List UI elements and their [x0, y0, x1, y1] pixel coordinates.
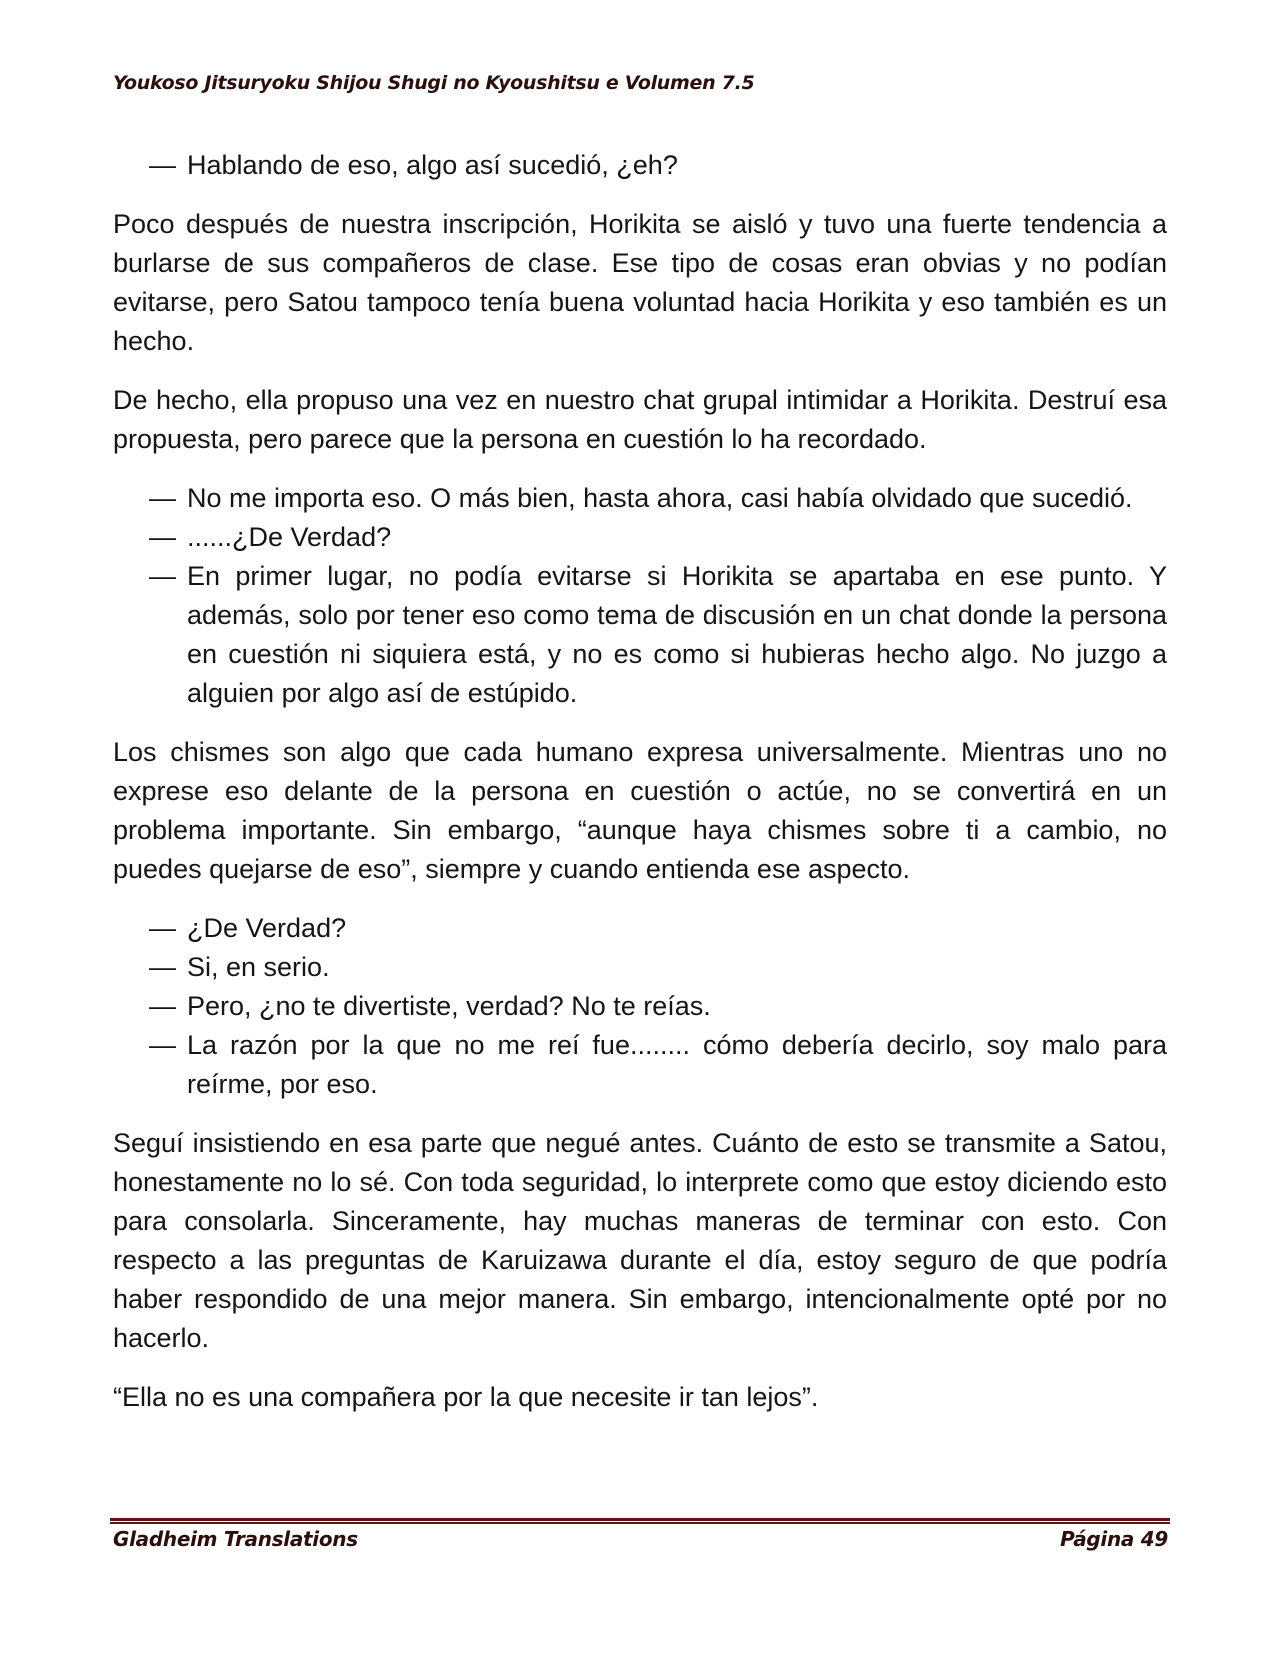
page-number: Página 49 — [1060, 1527, 1168, 1551]
em-dash: — — [149, 150, 176, 180]
em-dash: — — [149, 991, 176, 1021]
dialogue-line: — La razón por la que no me reí fue........ cómo debería decirlo, soy malo para reírme, por eso. — [112, 1026, 1167, 1104]
dialogue-line: — Pero, ¿no te divertiste, verdad? No te reías. — [112, 987, 1167, 1026]
paragraph: “Ella no es una compañera por la que necesite ir tan lejos”. — [113, 1382, 819, 1412]
dialogue-line: — ......¿De Verdad? — [112, 518, 1167, 557]
page-body — [113, 146, 1167, 1437]
em-dash: — — [149, 1030, 176, 1060]
em-dash: — — [149, 952, 176, 982]
dialogue-line: — Si, en serio. — [112, 948, 1167, 987]
dialogue-line: — ¿De Verdad? — [112, 909, 1167, 948]
em-dash: — — [149, 913, 176, 943]
dialogue-line: — No me importa eso. O más bien, hasta ahora, casi había olvidado que sucedió. — [112, 479, 1167, 518]
dialogue-line: — En primer lugar, no podía evitarse si Horikita se apartaba en ese punto. Y además, solo por tener eso como tema de discusión en un chat donde la persona en cuestión ni siquiera está, y no es como si hubieras hecho algo. No juzgo a alguien por algo así de estúpido. — [112, 557, 1167, 713]
footer-divider — [110, 1518, 1170, 1524]
dialogue-block-2 — [113, 479, 1167, 713]
paragraph: De hecho, ella propuso una vez en nuestro chat grupal intimidar a Horikita. Destruí esa propuesta, pero parece que la persona en cuestión lo ha recordado. — [113, 385, 1167, 454]
running-header: Youkoso Jitsuryoku Shijou Shugi no Kyoushitsu e Volumen 7.5 — [113, 72, 755, 94]
paragraph: Poco después de nuestra inscripción, Horikita se aisló y tuvo una fuerte tendencia a burlarse de sus compañeros de clase. Ese tipo de cosas eran obvias y no podían evitarse, pero Satou tampoco tenía buena voluntad hacia Horikita y eso también es un hecho. — [113, 209, 1167, 356]
dialogue-block-1 — [113, 146, 1167, 185]
paragraph: Seguí insistiendo en esa parte que negué antes. Cuánto de esto se transmite a Satou, honestamente no lo sé. Con toda seguridad, lo interprete como que estoy diciendo esto para consolarla. Sinceramente, hay muchas maneras de terminar con esto. Con respecto a las preguntas de Karuizawa durante el día, estoy seguro de que podría haber respondido de una mejor manera. Sin embargo, intencionalmente opté por no hacerlo. — [113, 1128, 1167, 1353]
dialogue-line: — Hablando de eso, algo así sucedió, ¿eh? — [112, 146, 1167, 185]
em-dash: — — [149, 522, 176, 552]
dialogue-block-3 — [113, 909, 1167, 1104]
paragraph: Los chismes son algo que cada humano expresa universalmente. Mientras uno no exprese eso delante de la persona en cuestión o actúe, no se convertirá en un problema importante. Sin embargo, “aunque haya chismes sobre ti a cambio, no puedes quejarse de eso”, siempre y cuando entienda ese aspecto. — [113, 737, 1167, 884]
footer-publisher: Gladheim Translations — [113, 1527, 358, 1551]
em-dash: — — [149, 483, 176, 513]
em-dash: — — [149, 561, 176, 591]
